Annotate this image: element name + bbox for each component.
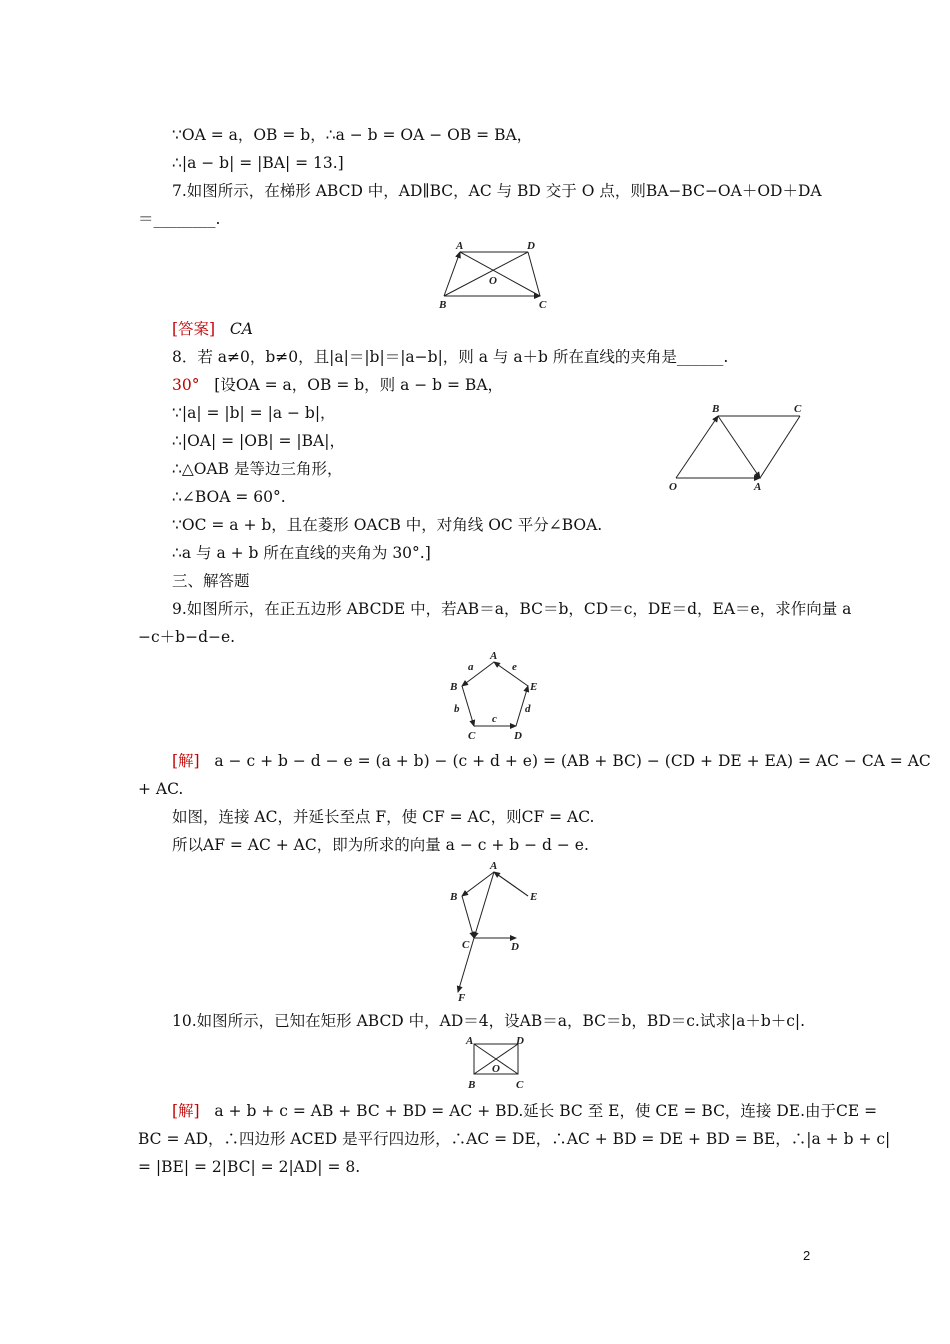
solution-text: a + b + c = AB + BC + BD = AC + BD.延长 BC 至 E，使 CE = BC，连接 DE.由于CE =: [214, 1102, 878, 1120]
label-C: C: [462, 939, 470, 951]
solution-8-line: ∴∠BOA = 60°.: [172, 488, 286, 506]
label-c: c: [492, 713, 497, 725]
solution-text: [设OA = a，OB = b，则 a − b = BA，: [214, 376, 504, 394]
answer-value: CA: [229, 320, 253, 338]
solution-8-line: ∴|OA| = |OB| = |BA|，: [172, 432, 345, 450]
solution-8-line: [172, 374, 852, 396]
question-9: 9.如图所示，在正五边形 ABCDE 中，若AB＝a，BC＝b，CD＝c，DE＝d，EA＝e，求作向量 a: [172, 600, 852, 618]
question-9-cont: −c＋b−d−e.: [138, 628, 236, 646]
solution-text: a − c + b − d − e = (a + b) − (c + d + e) = (AB + BC) − (CD + DE + EA) = AC − CA = AC: [214, 752, 931, 770]
section-heading: 三、解答题: [172, 572, 250, 590]
label-d: d: [525, 703, 531, 715]
solution-10-line: = |BE| = 2|BC| = 2|AD| = 8.: [138, 1158, 361, 1176]
answer-tag: 30°: [172, 376, 200, 394]
question-7-blank: ＝________.: [138, 210, 221, 228]
solution-9-line: [172, 750, 931, 772]
label-B: B: [450, 891, 458, 903]
solution-10-line: BC = AD，∴四边形 ACED 是平行四边形，∴AC = DE，∴AC + BD = DE + BD = BE，∴|a + b + c|: [138, 1130, 891, 1148]
page-number: 2: [803, 1248, 811, 1263]
label-C: C: [468, 730, 476, 742]
label-O: O: [492, 1063, 500, 1075]
question-10: 10.如图所示，已知在矩形 ABCD 中，AD＝4，设AB＝a，BC＝b，BD＝c.试求|a＋b＋c|.: [172, 1012, 806, 1030]
solution-9-line: 所以AF = AC + AC，即为所求的向量 a − c + b − d − e.: [172, 836, 589, 854]
label-A: A: [490, 650, 498, 662]
pentagon-extension-figure: [448, 858, 548, 1004]
label-B: B: [468, 1079, 476, 1091]
solution-tag: [解]: [172, 1102, 200, 1120]
label-b: b: [454, 703, 460, 715]
solution-10-line: [172, 1100, 878, 1122]
label-B: B: [439, 299, 447, 311]
question-7: 7.如图所示，在梯形 ABCD 中，AD∥BC，AC 与 BD 交于 O 点，则BA−BC−OA＋OD＋DA: [172, 182, 822, 200]
label-D: D: [511, 941, 519, 953]
rectangle-figure: [464, 1034, 528, 1092]
label-D: D: [516, 1035, 524, 1047]
answer-7: [172, 318, 852, 340]
label-D: D: [527, 240, 535, 252]
label-O: O: [669, 481, 677, 493]
pentagon-figure: [446, 650, 546, 742]
solution-8-line: ∵|a| = |b| = |a − b|，: [172, 404, 336, 422]
label-A: A: [456, 240, 464, 252]
answer-tag: [答案]: [172, 320, 216, 338]
text-line: ∴|a − b| = |BA| = 13.]: [172, 154, 344, 172]
trapezoid-figure: [436, 240, 556, 314]
solution-8-line: ∵OC = a + b，且在菱形 OACB 中，对角线 OC 平分∠BOA.: [172, 516, 603, 534]
label-A: A: [466, 1035, 474, 1047]
label-a: a: [468, 661, 474, 673]
label-E: E: [530, 891, 538, 903]
question-8: 8．若 a≠0，b≠0，且|a|＝|b|＝|a−b|，则 a 与 a＋b 所在直线的夹角是______.: [172, 348, 729, 366]
solution-tag: [解]: [172, 752, 200, 770]
text-line: ∵OA = a，OB = b，∴a − b = OA − OB = BA，: [172, 126, 533, 144]
label-E: E: [530, 681, 538, 693]
label-A: A: [754, 481, 762, 493]
label-O: O: [489, 275, 497, 287]
label-C: C: [516, 1079, 524, 1091]
label-A: A: [490, 860, 498, 872]
label-C: C: [794, 403, 802, 415]
label-F: F: [458, 992, 466, 1004]
solution-9-line: 如图，连接 AC，并延长至点 F，使 CF = AC，则CF = AC.: [172, 808, 595, 826]
solution-8-line: ∴△OAB 是等边三角形，: [172, 460, 343, 478]
label-e: e: [512, 661, 517, 673]
label-B: B: [450, 681, 458, 693]
label-D: D: [514, 730, 522, 742]
solution-8-line: ∴a 与 a + b 所在直线的夹角为 30°.]: [172, 544, 431, 562]
label-C: C: [539, 299, 547, 311]
rhombus-figure: [666, 400, 816, 496]
solution-9-line: + AC.: [138, 780, 184, 798]
label-B: B: [712, 403, 720, 415]
